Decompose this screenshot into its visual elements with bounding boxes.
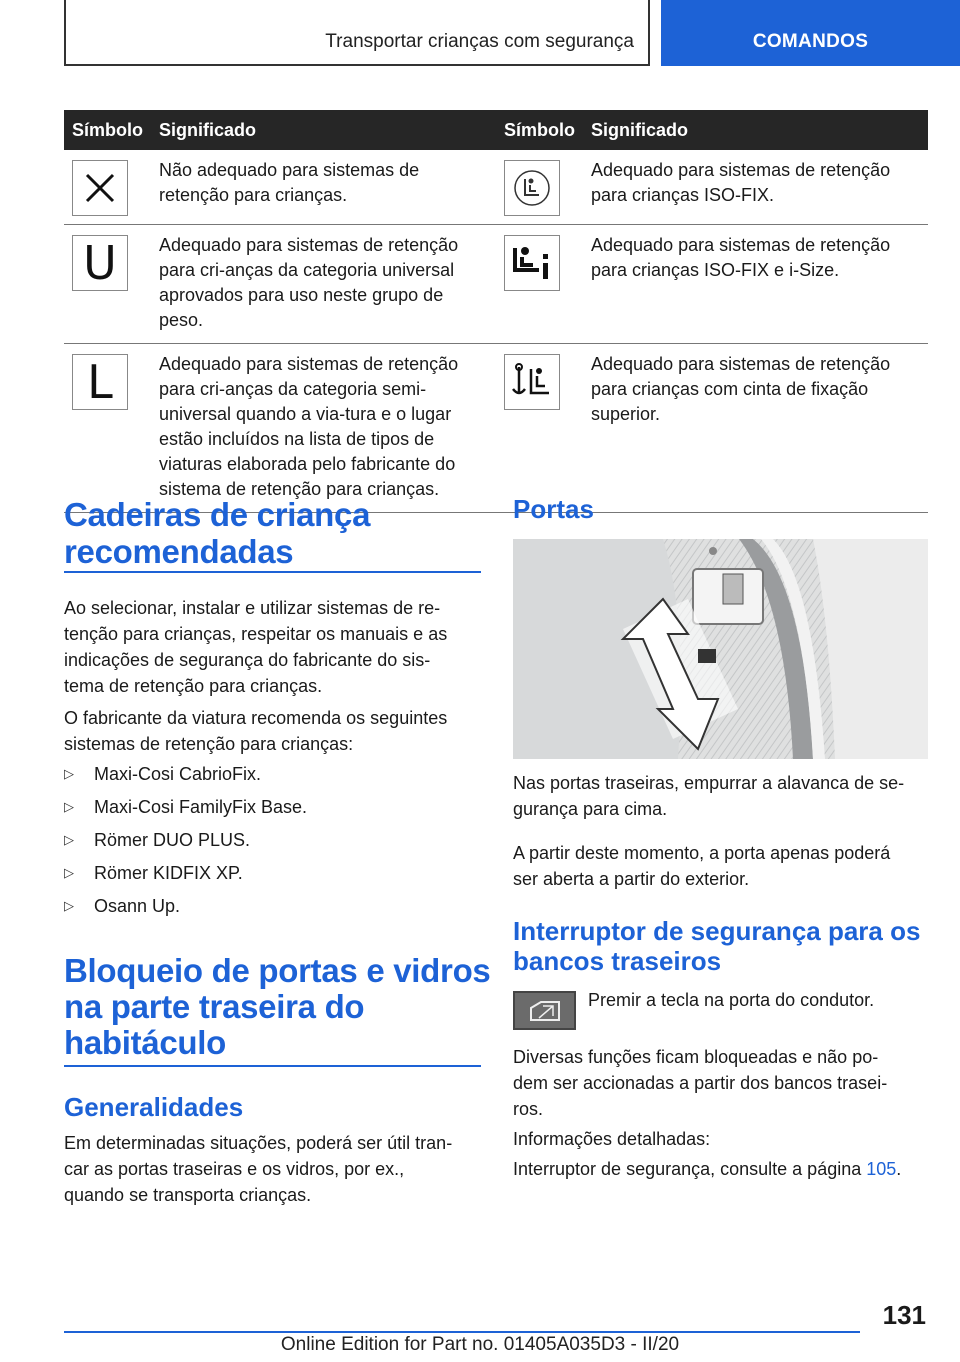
paragraph-line: O fabricante da viatura recomenda os seguintes xyxy=(64,708,448,728)
bullet-triangle-icon: ▷ xyxy=(64,898,74,913)
column-header: Símbolo xyxy=(64,110,151,150)
heading-safety-switch-line2: bancos traseiros xyxy=(513,946,722,976)
x-mark-icon xyxy=(72,160,128,216)
paragraph-line: Informações detalhadas: xyxy=(513,1129,711,1149)
universal-u-symbol: U xyxy=(72,235,128,291)
symbol-cell xyxy=(64,225,151,344)
heading-recommended-seats-line1: Cadeiras de criança xyxy=(64,496,371,533)
paragraph-line: ser aberta a partir do exterior. xyxy=(513,869,750,889)
paragraph-line: Diversas funções ficam bloqueadas e não po- xyxy=(513,1047,879,1067)
symbol-cell xyxy=(496,225,583,344)
heading-rule xyxy=(64,571,481,573)
paragraph-line: Ao selecionar, instalar e utilizar sistemas de re- xyxy=(64,598,441,618)
meaning-cell: Adequado para sistemas de retenção para crianças com cinta de fixação superior. xyxy=(583,344,928,513)
list-item: ▷ Römer KIDFIX XP. xyxy=(64,860,307,893)
list-item: ▷ Römer DUO PLUS. xyxy=(64,827,307,860)
meaning-cell: Adequado para sistemas de retenção para cri-anças da categoria universal aprovados para uso neste grupo de peso. xyxy=(151,225,496,344)
table-row xyxy=(64,150,928,225)
semi-universal-l-symbol: L xyxy=(72,354,128,410)
meaning-cell: Adequado para sistemas de retenção para crianças ISO-FIX. xyxy=(583,150,928,225)
door-child-lock-illustration xyxy=(513,539,928,759)
paragraph-line: gurança para cima. xyxy=(513,799,668,819)
column-header: Significado xyxy=(583,110,928,150)
paragraph-line: dem ser accionadas a partir dos bancos trasei- xyxy=(513,1073,888,1093)
heading-lock-line3: habitáculo xyxy=(64,1024,227,1061)
list-item: ▷ Maxi-Cosi CabrioFix. xyxy=(64,761,307,794)
window-lock-button-icon xyxy=(513,991,576,1030)
paragraph-line: quando se transporta crianças. xyxy=(64,1185,312,1205)
top-tether-icon xyxy=(504,354,560,410)
heading-lock-line2: na parte traseira do xyxy=(64,988,365,1025)
button-instruction: Premir a tecla na porta do condutor. xyxy=(588,990,875,1010)
symbol-cell xyxy=(496,150,583,225)
list-item: ▷ Osann Up. xyxy=(64,893,307,926)
chapter-tab[interactable]: COMANDOS xyxy=(661,0,960,66)
paragraph-line: Em determinadas situações, poderá ser útil tran- xyxy=(64,1133,453,1153)
bullet-triangle-icon: ▷ xyxy=(64,865,74,880)
cross-reference: Interruptor de segurança, consulte a página 105. xyxy=(513,1159,902,1179)
paragraph-line: tema de retenção para crianças. xyxy=(64,676,323,696)
symbol-table xyxy=(64,110,928,513)
list-item: ▷ Maxi-Cosi FamilyFix Base. xyxy=(64,794,307,827)
paragraph-line: Nas portas traseiras, empurrar a alavanca de se- xyxy=(513,773,905,793)
header-frame xyxy=(64,0,650,66)
heading-rule xyxy=(64,1065,481,1067)
footer-rule xyxy=(64,1331,860,1333)
column-header: Significado xyxy=(151,110,496,150)
recommended-seats-list xyxy=(64,761,307,926)
meaning-cell: Adequado para sistemas de retenção para crianças ISO-FIX e i-Size. xyxy=(583,225,928,344)
paragraph-line: indicações de segurança do fabricante do sis- xyxy=(64,650,431,670)
heading-safety-switch-line1: Interruptor de segurança para os xyxy=(513,916,921,946)
paragraph-line: car as portas traseiras e os vidros, por ex., xyxy=(64,1159,405,1179)
paragraph-line: A partir deste momento, a porta apenas poderá xyxy=(513,843,891,863)
heading-generalities: Generalidades xyxy=(64,1092,244,1122)
table-row xyxy=(64,225,928,344)
heading-lock-line1: Bloqueio de portas e vidros xyxy=(64,952,491,989)
symbol-cell xyxy=(496,344,583,513)
meaning-cell: Adequado para sistemas de retenção para cri-anças da categoria semi-universal quando a via-tura e o lugar estão incluídos na lista de tipos de viaturas elaborada pelo fabricante do sistema de retenção para crianças. xyxy=(151,344,496,513)
symbol-cell xyxy=(64,344,151,513)
bullet-triangle-icon: ▷ xyxy=(64,832,74,847)
section-title: Transportar crianças com segurança xyxy=(325,31,634,52)
column-header: Símbolo xyxy=(496,110,583,150)
paragraph-line: sistemas de retenção para crianças: xyxy=(64,734,354,754)
paragraph-line: tenção para crianças, respeitar os manuais e as xyxy=(64,624,448,644)
heading-recommended-seats-line2: recomendadas xyxy=(64,533,294,570)
table-row xyxy=(64,344,928,513)
isofix-seat-icon xyxy=(504,160,560,216)
table-header-row xyxy=(64,110,928,150)
bullet-triangle-icon: ▷ xyxy=(64,799,74,814)
bullet-triangle-icon: ▷ xyxy=(64,766,74,781)
page-number: 131 xyxy=(882,1300,926,1330)
isofix-isize-icon xyxy=(504,235,560,291)
page-link[interactable]: 105 xyxy=(866,1159,897,1179)
symbol-cell xyxy=(64,150,151,225)
heading-doors: Portas xyxy=(513,494,594,524)
edition-footer: Online Edition for Part no. 01405A035D3 - II/20 xyxy=(280,1334,680,1355)
meaning-cell: Não adequado para sistemas de retenção para crianças. xyxy=(151,150,496,225)
paragraph-line: ros. xyxy=(513,1099,544,1119)
